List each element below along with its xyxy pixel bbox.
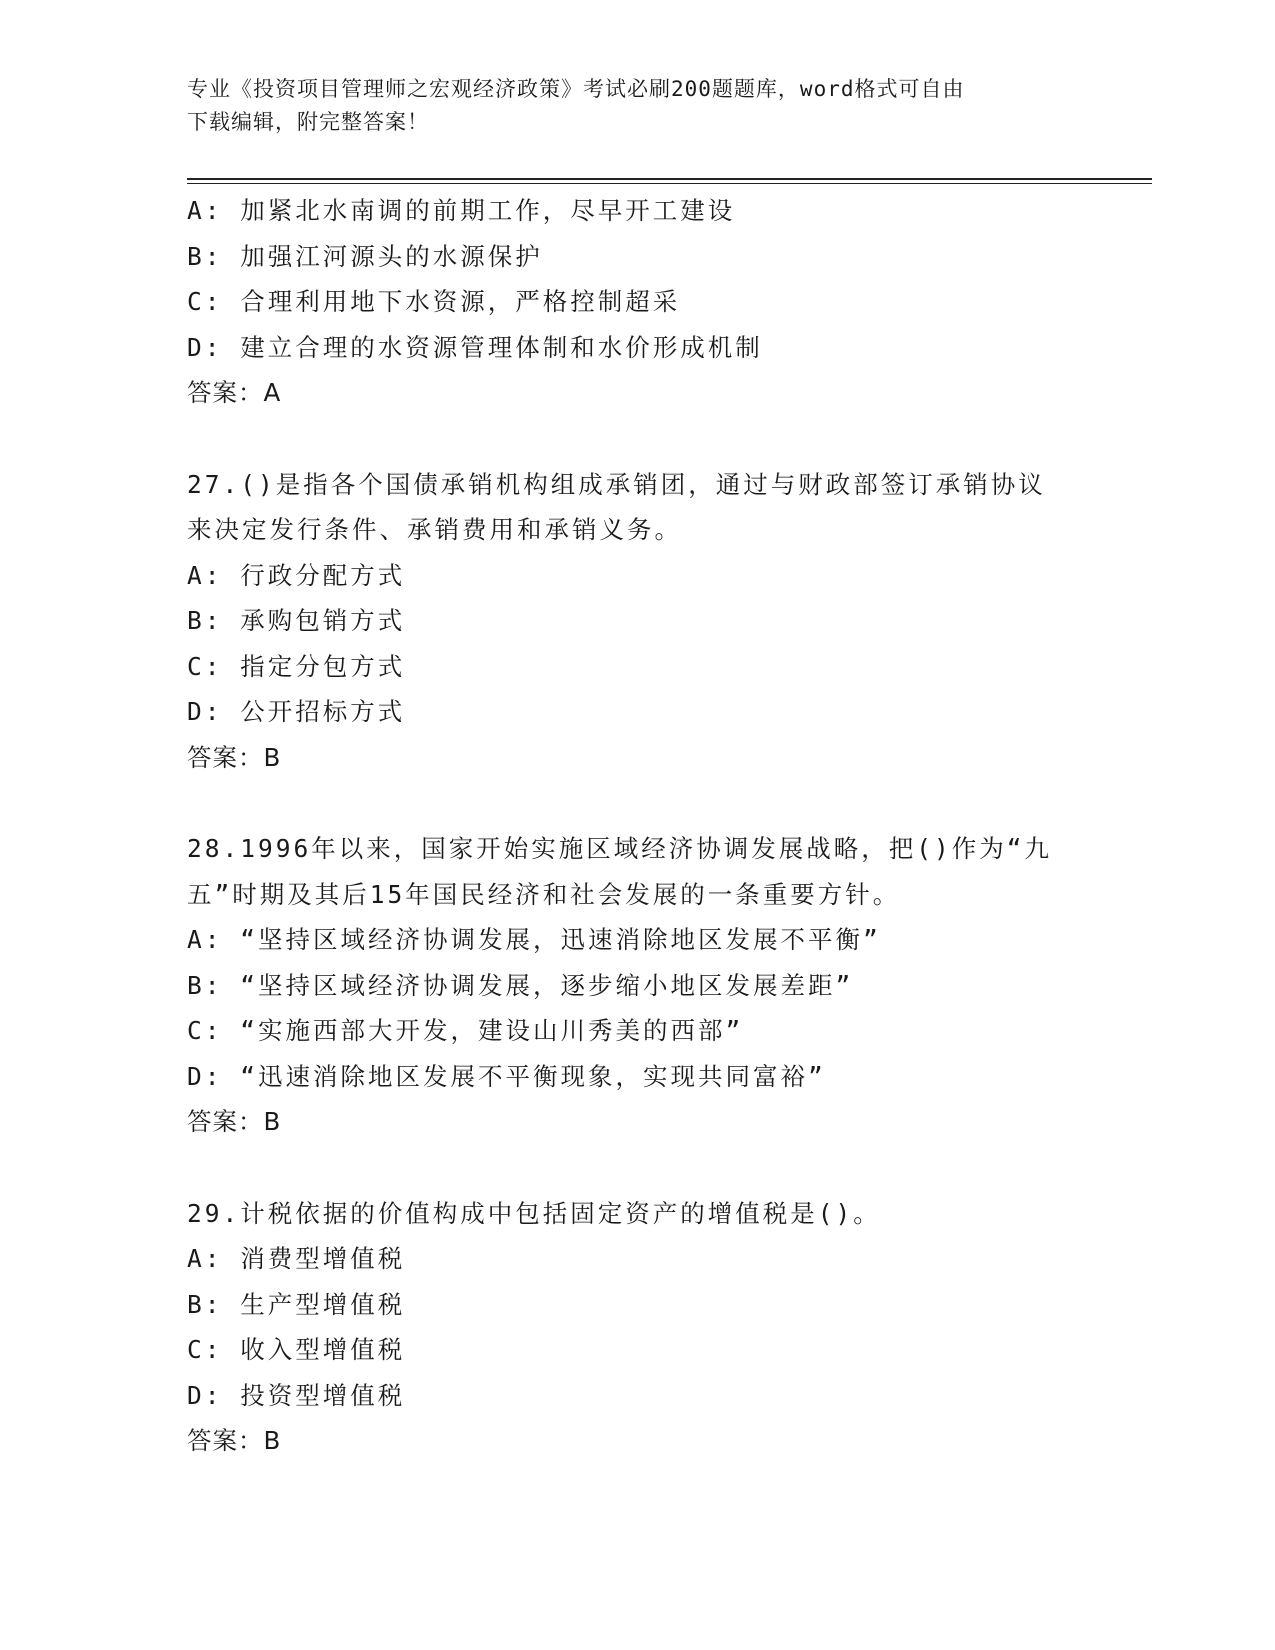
- question-list: [187, 188, 1087, 1464]
- question-stem-line-2: 来决定发行条件、承销费用和承销义务。: [187, 515, 682, 544]
- option-a: A: “坚持区域经济协调发展，迅速消除地区发展不平衡”: [187, 925, 881, 954]
- answer: 答案：B: [187, 742, 282, 772]
- answer: 答案：A: [187, 378, 282, 407]
- header-line-1: 专业《投资项目管理师之宏观经济政策》考试必刷200题题库，word格式可自由: [187, 77, 965, 101]
- document-header: [187, 73, 1087, 139]
- option-b: B: “坚持区域经济协调发展，逐步缩小地区发展差距”: [187, 970, 854, 1000]
- question-stem-line-1: 27.()是指各个国债承销机构组成承销团，通过与财政部签订承销协议: [187, 469, 1046, 499]
- option-a: A: 行政分配方式: [187, 560, 406, 590]
- answer: 答案：B: [187, 1107, 282, 1136]
- header-divider-thin: [187, 183, 1152, 184]
- question-27: [187, 462, 1087, 781]
- answer: 答案：B: [187, 1426, 282, 1455]
- option-a: A: 加紧北水南调的前期工作，尽早开工建设: [187, 196, 736, 225]
- option-d: D: 投资型增值税: [187, 1380, 406, 1410]
- option-b: B: 生产型增值税: [187, 1289, 406, 1319]
- option-c: C: “实施西部大开发，建设山川秀美的西部”: [187, 1016, 744, 1045]
- header-line-2: 下载编辑，附完整答案！: [187, 110, 429, 134]
- spacer: [187, 1145, 1087, 1191]
- option-d: D: “迅速消除地区发展不平衡现象，实现共同富裕”: [187, 1061, 826, 1091]
- spacer: [187, 780, 1087, 826]
- question-stem-line-1: 29.计税依据的价值构成中包括固定资产的增值税是()。: [187, 1198, 881, 1228]
- option-d: D: 公开招标方式: [187, 697, 406, 726]
- question-28: [187, 826, 1087, 1145]
- option-a: A: 消费型增值税: [187, 1244, 406, 1273]
- option-b: B: 加强江河源头的水源保护: [187, 241, 543, 271]
- question-29: [187, 1191, 1087, 1464]
- option-d: D: 建立合理的水资源管理体制和水价形成机制: [187, 332, 763, 362]
- option-c: C: 指定分包方式: [187, 651, 406, 681]
- header-divider-thick: [187, 178, 1152, 180]
- option-c: C: 收入型增值税: [187, 1335, 406, 1364]
- option-b: B: 承购包销方式: [187, 606, 406, 635]
- question-stem-line-2: 五”时期及其后15年国民经济和社会发展的一条重要方针。: [187, 879, 901, 909]
- option-c: C: 合理利用地下水资源，严格控制超采: [187, 287, 681, 316]
- question-26: [187, 188, 1087, 416]
- question-stem-line-1: 28.1996年以来，国家开始实施区域经济协调发展战略，把()作为“九: [187, 834, 1052, 863]
- spacer: [187, 416, 1087, 462]
